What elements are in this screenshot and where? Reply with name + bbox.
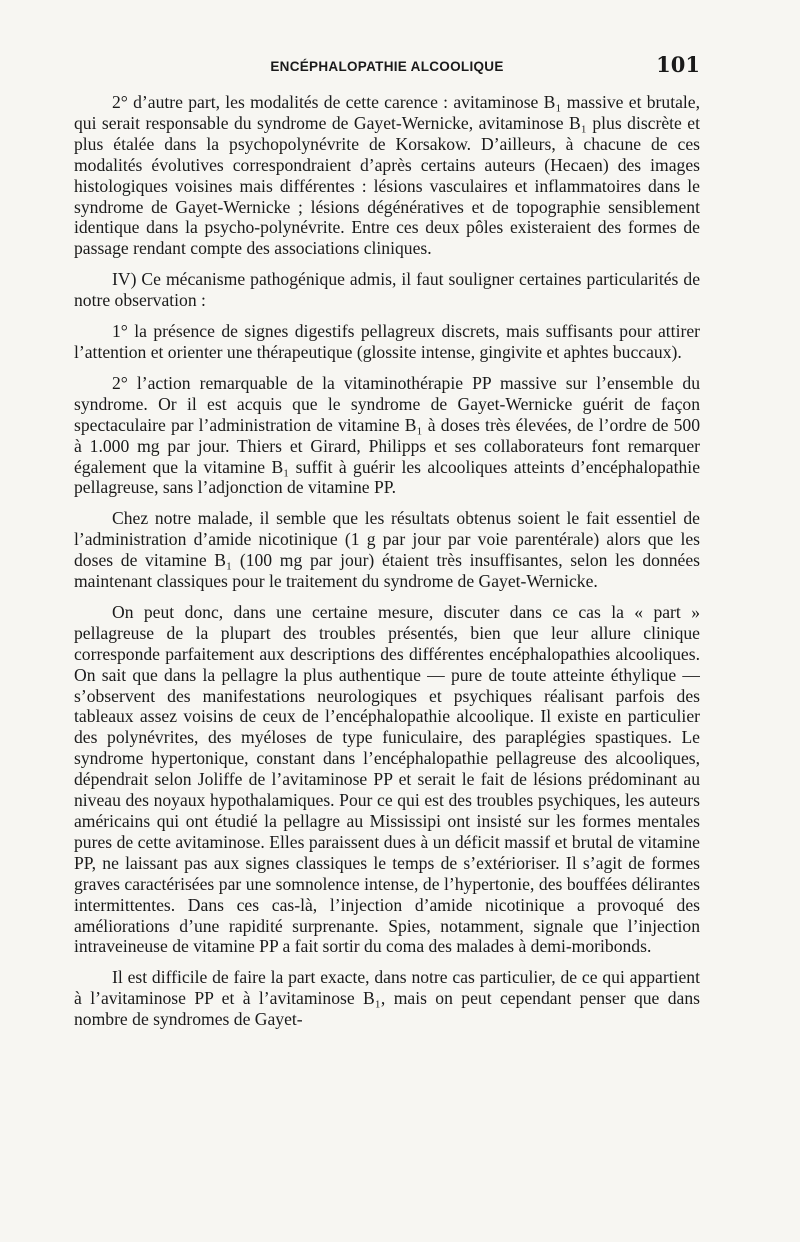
paragraph-2: IV) Ce mécanisme pathogénique admis, il faut souligner certaines particularités de notre observation : <box>74 269 700 311</box>
paragraph-4: 2° l’action remarquable de la vitaminothérapie PP massive sur l’ensemble du syndrome. Or il est acquis que le syndrome de Gayet-Wernicke guérit de façon spectaculaire par l’administration de vitamine B₁ à doses très élevées, de l’ordre de 500 à 1.000 mg par jour. Thiers et Girard, Philipps et ses collaborateurs font remarquer également que la vitamine B₁ suffit à guérir les alcooliques atteints d’encéphalopathie pellagreuse, sans l’adjonction de vitamine PP. <box>74 372 700 498</box>
paragraph-3: 1° la présence de signes digestifs pellagreux discrets, mais suffisants pour attirer l’attention et orienter une thérapeutique (glossite intense, gingivite et aphtes buccaux). <box>74 321 700 362</box>
paragraph-5: Chez notre malade, il semble que les résultats obtenus soient le fait essentiel de l’administration d’amide nicotinique (1 g par jour par voie parentérale) alors que les doses de vitamine B₁ (100 mg par jour) étaient très insuffisantes, selon les données maintenant classiques pour le traitement du syndrome de Gayet-Wernicke. <box>74 508 700 592</box>
running-header <box>74 52 700 80</box>
page-number: 101 <box>656 52 700 77</box>
running-title: ENCÉPHALOPATHIE ALCOOLIQUE <box>270 59 504 74</box>
body-text <box>74 92 700 1030</box>
document-page <box>74 52 700 1232</box>
paragraph-7: Il est difficile de faire la part exacte, dans notre cas particulier, de ce qui appartient à l’avitaminose PP et à l’avitaminose B₁, mais on peut cependant penser que dans nombre de syndromes de Gayet- <box>74 967 700 1030</box>
paragraph-6: On peut donc, dans une certaine mesure, discuter dans ce cas la « part » pellagreuse de la plupart des troubles présentés, bien que leur allure clinique corresponde parfaitement aux descriptions des différentes encéphalopathies alcooliques. On sait que dans la pellagre la plus authentique — pure de toute atteinte éthylique — s’observent des manifestations neurologiques et psychiques réalisant parfois des tableaux assez voisins de ceux de l’encéphalopathie alcoolique. Il existe en particulier des polynévrites, des myéloses de type funiculaire, des paraplégies spastiques. Le syndrome hypertonique, constant dans l’encéphalopathie pellagreuse des alcooliques, dépendrait selon Joliffe de l’avitaminose PP et serait le fait de lésions prédominant au niveau des noyaux hypothalamiques. Pour ce qui est des troubles psychiques, les auteurs américains qui ont étudié la pellagre au Mississipi ont insisté sur les formes mentales pures de cette avitaminose. Elles paraissent dues à un déficit massif et brutal de vitamine PP, ne laissant pas aux signes classiques le temps de s’extérioriser. Il s’agit de formes graves caractérisées par une somnolence intense, de l’hypertonie, des bouffées délirantes intermittentes. Dans ces cas-là, l’injection d’amide nicotinique a provoqué des améliorations d’une rapidité surprenante. Spies, notamment, signale que l’injection intraveineuse de vitamine PP a fait sortir du coma des malades à demi-moribonds. <box>74 601 700 957</box>
paragraph-1: 2° d’autre part, les modalités de cette carence : avitaminose B₁ massive et brutale, qui serait responsable du syndrome de Gayet-Wernicke, avitaminose B₁ plus discrète et plus étalée dans la psychopolynévrite de Korsakow. D’ailleurs, à chacune de ces modalités évolutives correspondraient d’après certains auteurs (Hecaen) des images histologiques voisines mais différentes : lésions vasculaires et inflammatoires dans le syndrome de Gayet-Wernicke ; lésions dégénératives et de topographie sensiblement identique dans la psycho-polynévrite. Entre ces deux pôles existeraient des formes de passage rendant compte des associations cliniques. <box>74 92 700 259</box>
